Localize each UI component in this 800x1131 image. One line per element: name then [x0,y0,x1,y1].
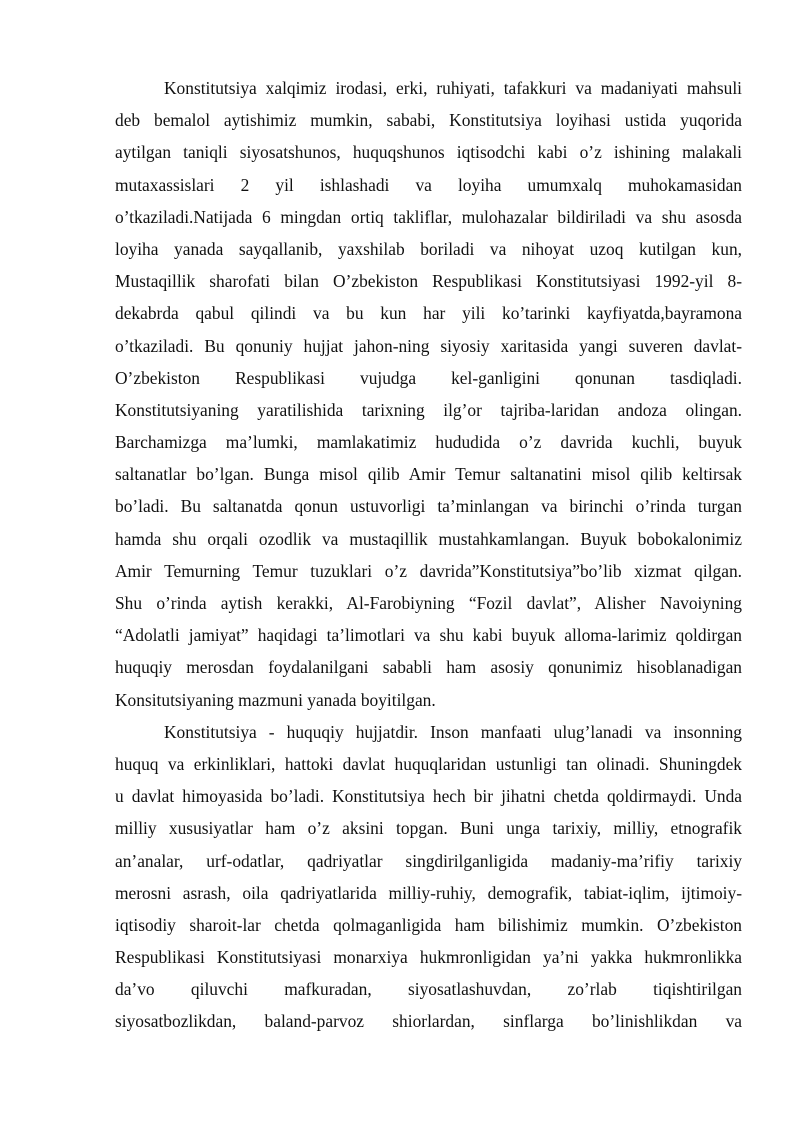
text-line: Konstitutsiya - huquqiy hujjatdir. Inson manfaati ulug’lanadi va insonning [164,721,742,742]
text-line: o’tkaziladi. Bu qonuniy hujjat jahon-ning siyosiy xaritasida yangi suveren davlat- [115,335,742,356]
text-line: dekabrda qabul qilindi va bu kun har yili ko’tarinki kayfiyatda,bayramona [115,303,742,324]
text-line: Konstitutsiyaning yaratilishida tarixning ilg’or tajriba-laridan andoza olingan. [115,399,742,420]
text-line: hamda shu orqali ozodlik va mustaqillik mustahkamlangan. Buyuk bobokalonimiz [115,528,742,549]
text-line: iqtisodiy sharoit-lar chetda qolmaganligida ham bilishimiz mumkin. O’zbekiston [115,914,742,935]
document-page [115,72,742,1038]
text-line: milliy xususiyatlar ham o’z aksini topgan. Buni unga tarixiy, milliy, etnografik [115,818,742,839]
text-line: da’vo qiluvchi mafkuradan, siyosatlashuvdan, zo’rlab tiqishtirilgan [115,979,742,1000]
text-line: siyosatbozlikdan, baland-parvoz shiorlardan, sinflarga bo’linishlikdan va [115,1011,742,1032]
text-line: Konstitutsiya xalqimiz irodasi, erki, ruhiyati, tafakkuri va madaniyati mahsuli [164,78,742,98]
text-line: Shu o’rinda aytish kerakki, Al-Farobiyning “Fozil davlat”, Alisher Navoiyning [115,593,742,613]
text-line: u davlat himoyasida bo’ladi. Konstitutsiya hech bir jihatni chetda qoldirmaydi. Unda [115,786,742,807]
text-line: Amir Temurning Temur tuzuklari o’z davrida”Konstitutsiya”bo’lib xizmat qilgan. [115,560,742,581]
text-line: “Adolatli jamiyat” haqidagi ta’limotlari va shu kabi buyuk alloma-larimiz qoldirgan [115,625,742,646]
paragraph-1 [115,72,742,716]
text-line: Mustaqillik sharofati bilan O’zbekiston Respublikasi Konstitutsiyasi 1992-yil 8- [115,271,742,292]
text-line: mutaxassislari 2 yil ishlashadi va loyiha umumxalq muhokamasidan [115,174,742,195]
text-line: Konsitutsiyaning mazmuni yanada boyitilgan. [115,689,436,710]
text-line: huquq va erkinliklari, hattoki davlat huquqlaridan ustunligi tan olinadi. Shuningdek [115,753,742,774]
text-line: bo’ladi. Bu saltanatda qonun ustuvorligi ta’minlangan va birinchi o’rinda turgan [115,496,742,517]
text-line: Respublikasi Konstitutsiyasi monarxiya hukmronligidan ya’ni yakka hukmronlikka [115,947,742,968]
text-line: Barchamizga ma’lumki, mamlakatimiz hududida o’z davrida kuchli, buyuk [115,432,742,453]
text-line: aytilgan taniqli siyosatshunos, huquqshunos iqtisodchi kabi o’z ishining malakali [115,142,742,163]
text-line: O’zbekiston Respublikasi vujudga kel-ganligini qonunan tasdiqladi. [115,367,742,388]
text-line: deb bemalol aytishimiz mumkin, sababi, Konstitutsiya loyihasi ustida yuqorida [115,110,742,131]
text-line: o’tkaziladi.Natijada 6 mingdan ortiq takliflar, mulohazalar bildiriladi va shu asosda [115,206,742,227]
paragraph-2 [115,716,742,1038]
text-line: huquqiy merosdan foydalanilgani sababli ham asosiy qonunimiz hisoblanadigan [115,657,742,678]
text-line: loyiha yanada sayqallanib, yaxshilab boriladi va nihoyat uzoq kutilgan kun, [115,238,742,259]
text-line: an’analar, urf-odatlar, qadriyatlar singdirilganligida madaniy-ma’rifiy tarixiy [115,850,742,871]
text-line: saltanatlar bo’lgan. Bunga misol qilib Amir Temur saltanatini misol qilib keltirsak [115,464,742,485]
text-line: merosni asrash, oila qadriyatlarida milliy-ruhiy, demografik, tabiat-iqlim, ijtimoiy- [115,882,742,903]
